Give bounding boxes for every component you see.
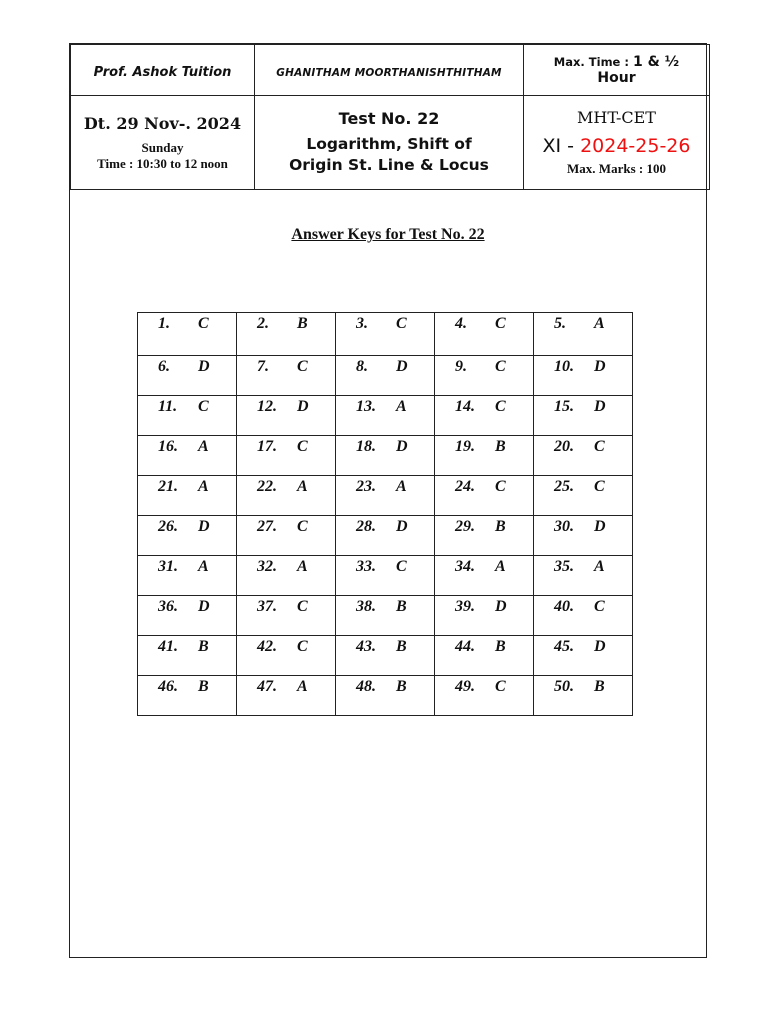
max-time-value: 1 & ½ (632, 54, 680, 70)
question-number: 6. (158, 358, 170, 375)
answer-option: D (396, 518, 408, 535)
answer-cell (138, 636, 237, 676)
answer-option: C (594, 598, 605, 615)
answer-cell (138, 596, 237, 636)
answer-cell (534, 596, 633, 636)
question-number: 44. (455, 638, 475, 655)
answer-cell (237, 596, 336, 636)
answer-option: A (297, 678, 308, 695)
max-time-unit: Hour (597, 70, 636, 86)
answer-cell (534, 476, 633, 516)
table-row (138, 436, 633, 476)
answer-option: D (594, 638, 606, 655)
answer-option: B (198, 638, 209, 655)
question-number: 14. (455, 398, 475, 415)
answer-cell (534, 396, 633, 436)
answer-cell (336, 476, 435, 516)
question-number: 50. (554, 678, 574, 695)
answer-cell (435, 676, 534, 716)
test-time: Time : 10:30 to 12 noon (97, 155, 228, 171)
answer-option: D (594, 398, 606, 415)
answer-option: A (198, 558, 209, 575)
answer-option: C (495, 315, 506, 332)
answer-option: C (396, 558, 407, 575)
answer-cell (138, 436, 237, 476)
answer-option: A (396, 478, 407, 495)
question-number: 21. (158, 478, 178, 495)
max-time-cell (524, 45, 710, 96)
answer-option: D (396, 438, 408, 455)
question-number: 48. (356, 678, 376, 695)
question-number: 10. (554, 358, 574, 375)
table-row (138, 313, 633, 356)
question-number: 43. (356, 638, 376, 655)
answer-cell (237, 356, 336, 396)
answer-option: C (297, 598, 308, 615)
answer-cell (336, 313, 435, 356)
answer-cell (336, 596, 435, 636)
answer-cell (138, 313, 237, 356)
answer-cell (435, 436, 534, 476)
answer-option: C (396, 315, 407, 332)
question-number: 46. (158, 678, 178, 695)
question-number: 16. (158, 438, 178, 455)
answer-cell (336, 356, 435, 396)
answer-option: C (495, 678, 506, 695)
question-number: 35. (554, 558, 574, 575)
answer-option: C (198, 398, 209, 415)
question-number: 37. (257, 598, 277, 615)
question-number: 8. (356, 358, 368, 375)
answer-option: A (495, 558, 506, 575)
answer-cell (435, 356, 534, 396)
answer-option: C (297, 438, 308, 455)
answer-cell (435, 313, 534, 356)
answer-cell (534, 636, 633, 676)
answer-option: A (198, 438, 209, 455)
question-number: 32. (257, 558, 277, 575)
answer-cell (435, 556, 534, 596)
answer-cell (138, 476, 237, 516)
answer-option: B (396, 598, 407, 615)
question-number: 24. (455, 478, 475, 495)
answer-cell (534, 676, 633, 716)
answer-cell (534, 313, 633, 356)
tutor-name: Prof. Ashok Tuition (93, 64, 232, 80)
answer-cell (435, 636, 534, 676)
answer-option: C (594, 478, 605, 495)
answer-option: B (396, 678, 407, 695)
answer-option: B (198, 678, 209, 695)
class-line (524, 135, 709, 157)
answer-cell (237, 676, 336, 716)
date-cell (71, 96, 255, 190)
topic-line-1: Logarithm, Shift of (306, 135, 472, 153)
question-number: 17. (257, 438, 277, 455)
table-row (138, 676, 633, 716)
question-number: 28. (356, 518, 376, 535)
answer-option: D (495, 598, 507, 615)
question-number: 49. (455, 678, 475, 695)
question-number: 18. (356, 438, 376, 455)
test-date: Dt. 29 Nov-. 2024 (83, 113, 242, 133)
table-row (138, 356, 633, 396)
answer-cell (336, 396, 435, 436)
answer-cell (534, 556, 633, 596)
answer-cell (237, 436, 336, 476)
table-row (138, 396, 633, 436)
class-prefix: XI - (542, 135, 581, 157)
answer-option: A (594, 315, 605, 332)
question-number: 31. (158, 558, 178, 575)
answer-cell (435, 396, 534, 436)
question-number: 20. (554, 438, 574, 455)
answer-option: C (297, 518, 308, 535)
question-number: 34. (455, 558, 475, 575)
answer-option: A (297, 558, 308, 575)
answer-cell (534, 356, 633, 396)
answer-option: A (198, 478, 209, 495)
answer-cell (336, 436, 435, 476)
question-number: 19. (455, 438, 475, 455)
question-number: 7. (257, 358, 269, 375)
answer-cell (237, 556, 336, 596)
answer-cell (138, 356, 237, 396)
question-number: 42. (257, 638, 277, 655)
answer-cell (138, 676, 237, 716)
answer-option: D (297, 398, 309, 415)
question-number: 13. (356, 398, 376, 415)
answer-cell (435, 476, 534, 516)
answer-option: C (495, 358, 506, 375)
answer-cell (534, 516, 633, 556)
test-day: Sunday (141, 139, 184, 155)
answer-cell (336, 676, 435, 716)
exam-name: MHT-CET (577, 108, 656, 127)
answer-cell (237, 313, 336, 356)
question-number: 11. (158, 398, 178, 415)
answer-cell (435, 596, 534, 636)
question-number: 47. (257, 678, 277, 695)
answer-option: A (396, 398, 407, 415)
motto-cell (255, 45, 524, 96)
answer-option: B (396, 638, 407, 655)
document-page (69, 43, 707, 958)
question-number: 12. (257, 398, 277, 415)
question-number: 5. (554, 315, 566, 332)
answer-option: B (495, 438, 506, 455)
answer-cell (237, 636, 336, 676)
question-number: 25. (554, 478, 574, 495)
answer-cell (138, 556, 237, 596)
question-number: 4. (455, 315, 467, 332)
answer-option: D (198, 598, 210, 615)
answer-option: B (495, 638, 506, 655)
answer-option: C (297, 638, 308, 655)
question-number: 45. (554, 638, 574, 655)
answer-cell (534, 436, 633, 476)
answer-option: D (396, 358, 408, 375)
answer-option: C (495, 398, 506, 415)
answer-option: C (495, 478, 506, 495)
answer-cell (237, 516, 336, 556)
answer-option: A (297, 478, 308, 495)
tutor-cell (71, 45, 255, 96)
test-info-cell (255, 96, 524, 190)
answer-option: C (297, 358, 308, 375)
answer-option: D (594, 358, 606, 375)
question-number: 29. (455, 518, 475, 535)
question-number: 36. (158, 598, 178, 615)
question-number: 33. (356, 558, 376, 575)
answer-option: C (198, 315, 209, 332)
answer-cell (237, 476, 336, 516)
table-row (138, 636, 633, 676)
answer-key-table (137, 312, 633, 716)
question-number: 1. (158, 315, 170, 332)
question-number: 2. (257, 315, 269, 332)
answer-cell (138, 516, 237, 556)
max-time-label: Max. Time : (553, 55, 629, 69)
question-number: 3. (356, 315, 368, 332)
header-table (70, 44, 710, 190)
answer-option: D (198, 518, 210, 535)
question-number: 9. (455, 358, 467, 375)
exam-cell (524, 96, 710, 190)
answer-cell (138, 396, 237, 436)
question-number: 30. (554, 518, 574, 535)
question-number: 38. (356, 598, 376, 615)
question-number: 39. (455, 598, 475, 615)
answer-cell (336, 556, 435, 596)
answer-option: A (594, 558, 605, 575)
question-number: 27. (257, 518, 277, 535)
page-title-text: Answer Keys for Test No. 22 (291, 226, 485, 243)
answer-cell (237, 396, 336, 436)
answer-option: D (198, 358, 210, 375)
question-number: 41. (158, 638, 178, 655)
table-row (138, 596, 633, 636)
answer-option: C (594, 438, 605, 455)
question-number: 22. (257, 478, 277, 495)
answer-option: D (594, 518, 606, 535)
answer-option: B (495, 518, 506, 535)
question-number: 40. (554, 598, 574, 615)
answer-cell (336, 516, 435, 556)
test-number: Test No. 22 (338, 109, 440, 128)
answer-cell (435, 516, 534, 556)
table-row (138, 516, 633, 556)
question-number: 23. (356, 478, 376, 495)
table-row (138, 476, 633, 516)
motto: GHANITHAM MOORTHANISHTHITHAM (276, 66, 502, 79)
answer-option: B (297, 315, 308, 332)
page-title (70, 226, 706, 244)
table-row (138, 556, 633, 596)
class-year: 2024-25-26 (580, 135, 691, 157)
answer-option: B (594, 678, 605, 695)
max-marks: Max. Marks : 100 (567, 161, 666, 176)
topic-line-2: Origin St. Line & Locus (289, 156, 489, 174)
question-number: 15. (554, 398, 574, 415)
answer-cell (336, 636, 435, 676)
question-number: 26. (158, 518, 178, 535)
